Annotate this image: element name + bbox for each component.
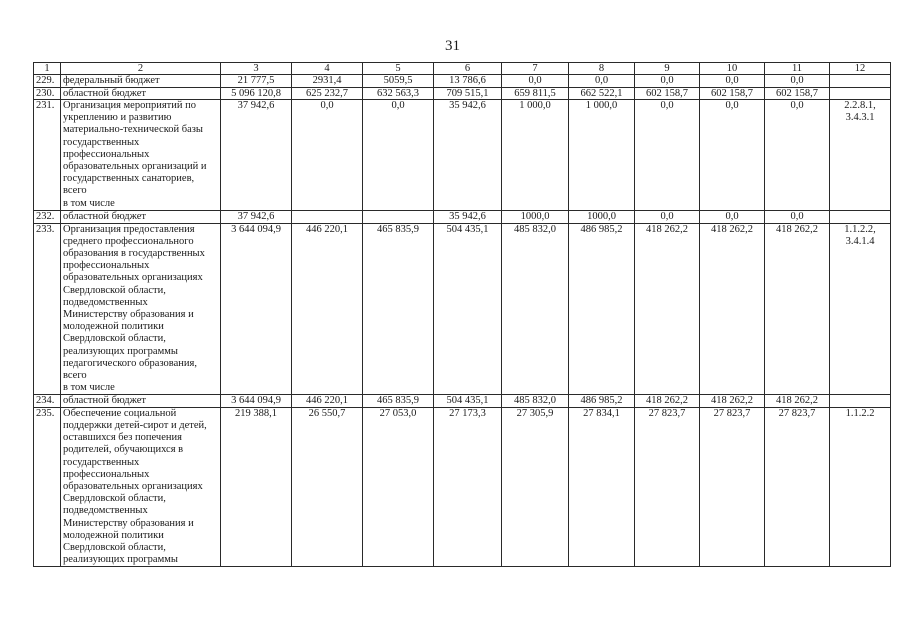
- target-text: 1.1.2.2: [845, 407, 875, 419]
- target-text: 2.2.8.1, 3.4.3.1: [844, 100, 876, 124]
- value-cell: 0,0: [292, 100, 363, 211]
- target-cell: [830, 75, 891, 88]
- value-cell: 0,0: [765, 211, 830, 224]
- value-cell: 0,0: [635, 100, 700, 211]
- value-cell: 602 158,7: [700, 87, 765, 100]
- value-cell: 486 985,2: [569, 223, 635, 395]
- value-cell: 27 834,1: [569, 407, 635, 567]
- value-cell: [292, 211, 363, 224]
- value-cell: 418 262,2: [635, 223, 700, 395]
- column-header: 9: [635, 63, 700, 75]
- column-header: 7: [502, 63, 569, 75]
- value-cell: 219 388,1: [221, 407, 292, 567]
- value-cell: 5059,5: [363, 75, 434, 88]
- value-cell: 485 832,0: [502, 395, 569, 408]
- row-index: 235.: [34, 407, 61, 567]
- value-cell: [363, 211, 434, 224]
- target-cell: [830, 100, 891, 211]
- target-cell: [830, 407, 891, 567]
- column-number-row: [34, 63, 891, 75]
- value-cell: 418 262,2: [765, 223, 830, 395]
- value-cell: 27 823,7: [765, 407, 830, 567]
- value-cell: 37 942,6: [221, 211, 292, 224]
- column-header: 2: [61, 63, 221, 75]
- value-cell: 3 644 094,9: [221, 223, 292, 395]
- page-number: 31: [445, 38, 460, 54]
- value-cell: 418 262,2: [765, 395, 830, 408]
- row-description: [61, 100, 221, 211]
- value-cell: 3 644 094,9: [221, 395, 292, 408]
- value-cell: 632 563,3: [363, 87, 434, 100]
- value-cell: 0,0: [700, 100, 765, 211]
- row-description: областной бюджет: [61, 87, 221, 100]
- column-header: 1: [34, 63, 61, 75]
- value-cell: 625 232,7: [292, 87, 363, 100]
- value-cell: 27 823,7: [700, 407, 765, 567]
- row-description: областной бюджет: [61, 211, 221, 224]
- column-header: 3: [221, 63, 292, 75]
- column-header: 4: [292, 63, 363, 75]
- value-cell: 27 173,3: [434, 407, 502, 567]
- row-index: 230.: [34, 87, 61, 100]
- row-description: [61, 407, 221, 567]
- table-row: [34, 100, 891, 211]
- target-cell: [830, 87, 891, 100]
- column-header: 11: [765, 63, 830, 75]
- value-cell: 1000,0: [502, 211, 569, 224]
- value-cell: 26 550,7: [292, 407, 363, 567]
- row-description-text: Организация мероприятий по укреплению и развитию материально-технической базы государственных профессиональных образовательных организаций и государственных санаториев, всего в том числе: [63, 100, 207, 209]
- row-index: 231.: [34, 100, 61, 211]
- budget-table: [33, 62, 891, 567]
- value-cell: 35 942,6: [434, 100, 502, 211]
- value-cell: 465 835,9: [363, 223, 434, 395]
- value-cell: 2931,4: [292, 75, 363, 88]
- value-cell: 5 096 120,8: [221, 87, 292, 100]
- value-cell: 0,0: [700, 75, 765, 88]
- value-cell: 662 522,1: [569, 87, 635, 100]
- value-cell: 0,0: [765, 75, 830, 88]
- value-cell: 446 220,1: [292, 223, 363, 395]
- row-index: 229.: [34, 75, 61, 88]
- value-cell: 0,0: [635, 75, 700, 88]
- value-cell: 504 435,1: [434, 223, 502, 395]
- column-header: 10: [700, 63, 765, 75]
- value-cell: 27 053,0: [363, 407, 434, 567]
- value-cell: 504 435,1: [434, 395, 502, 408]
- value-cell: 1000,0: [569, 211, 635, 224]
- row-description: [61, 223, 221, 395]
- value-cell: 0,0: [502, 75, 569, 88]
- value-cell: 27 305,9: [502, 407, 569, 567]
- column-header: 5: [363, 63, 434, 75]
- value-cell: 37 942,6: [221, 100, 292, 211]
- row-index: 232.: [34, 211, 61, 224]
- value-cell: 1 000,0: [569, 100, 635, 211]
- row-description-text: Обеспечение социальной поддержки детей-сирот и детей, оставшихся без попечения родителей, обучающихся в государственных профессиональных образовательных организациях Свердловской области, подведомственных Министерству образования и молодежной политики Свердловской области, реализующих программы: [63, 407, 207, 566]
- value-cell: 709 515,1: [434, 87, 502, 100]
- table-row: [34, 87, 891, 100]
- table-row: [34, 395, 891, 408]
- value-cell: 0,0: [569, 75, 635, 88]
- value-cell: 27 823,7: [635, 407, 700, 567]
- value-cell: 13 786,6: [434, 75, 502, 88]
- value-cell: 418 262,2: [700, 395, 765, 408]
- value-cell: 465 835,9: [363, 395, 434, 408]
- column-header: 6: [434, 63, 502, 75]
- value-cell: 659 811,5: [502, 87, 569, 100]
- value-cell: 35 942,6: [434, 211, 502, 224]
- row-description: федеральный бюджет: [61, 75, 221, 88]
- target-cell: [830, 395, 891, 408]
- value-cell: 602 158,7: [635, 87, 700, 100]
- value-cell: 1 000,0: [502, 100, 569, 211]
- column-header: 8: [569, 63, 635, 75]
- target-text: 1.1.2.2, 3.4.1.4: [844, 223, 876, 247]
- value-cell: 0,0: [635, 211, 700, 224]
- value-cell: 0,0: [700, 211, 765, 224]
- target-cell: [830, 211, 891, 224]
- column-header: 12: [830, 63, 891, 75]
- value-cell: 446 220,1: [292, 395, 363, 408]
- value-cell: 418 262,2: [635, 395, 700, 408]
- value-cell: 0,0: [765, 100, 830, 211]
- target-cell: [830, 223, 891, 395]
- table-row: [34, 211, 891, 224]
- value-cell: 0,0: [363, 100, 434, 211]
- value-cell: 418 262,2: [700, 223, 765, 395]
- row-index: 234.: [34, 395, 61, 408]
- table-row: [34, 407, 891, 567]
- table-row: [34, 223, 891, 395]
- value-cell: 602 158,7: [765, 87, 830, 100]
- value-cell: 21 777,5: [221, 75, 292, 88]
- row-index: 233.: [34, 223, 61, 395]
- row-description: областной бюджет: [61, 395, 221, 408]
- value-cell: 486 985,2: [569, 395, 635, 408]
- value-cell: 485 832,0: [502, 223, 569, 395]
- row-description-text: Организация предоставления среднего профессионального образования в государственных профессиональных образовательных организациях Свердловской области, подведомственных Министерству образования и молодежной политики Свердловской области, реализующих программы педагогического образования, всего в том числе: [63, 223, 205, 394]
- table-row: [34, 75, 891, 88]
